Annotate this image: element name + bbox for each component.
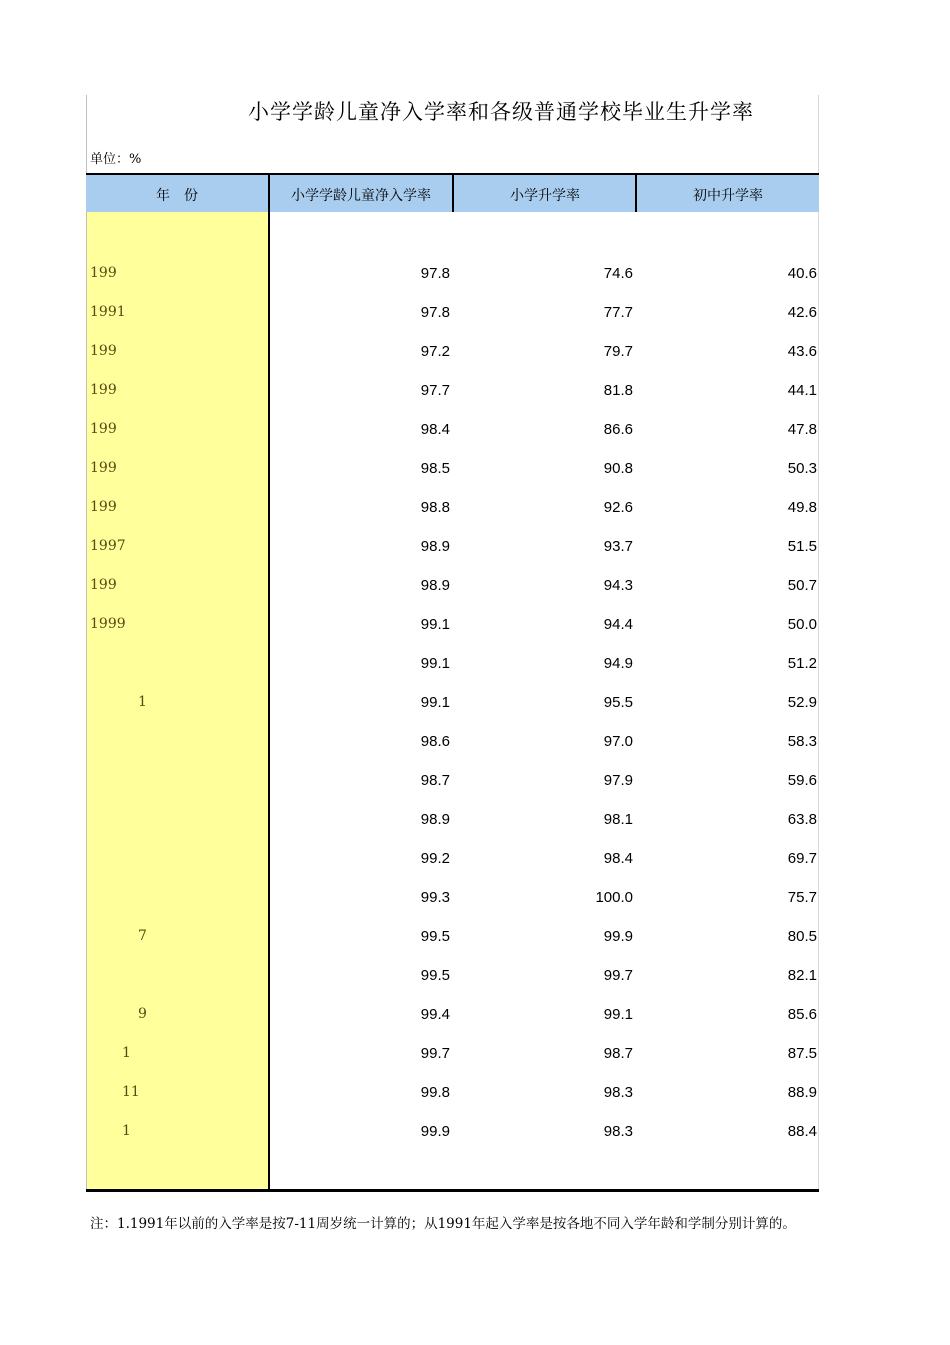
year-cell: 1 bbox=[138, 694, 147, 710]
enrollment-cell: 97.8 bbox=[420, 265, 450, 282]
year-cell: 7 bbox=[138, 928, 147, 944]
year-cell: 199 bbox=[90, 577, 117, 593]
table-row bbox=[0, 772, 950, 811]
column-header-junior-progression: 初中升学率 bbox=[693, 188, 763, 204]
column-header-year: 年 份 bbox=[156, 188, 198, 204]
enrollment-cell: 99.4 bbox=[420, 1006, 450, 1023]
table-row bbox=[0, 265, 950, 304]
enrollment-cell: 97.8 bbox=[420, 304, 450, 321]
year-cell: 199 bbox=[90, 265, 117, 281]
enrollment-cell: 99.1 bbox=[420, 616, 450, 633]
enrollment-cell: 99.8 bbox=[420, 1084, 450, 1101]
enrollment-cell: 98.5 bbox=[420, 460, 450, 477]
junior-progression-cell: 88.9 bbox=[787, 1084, 817, 1101]
primary-progression-cell: 98.7 bbox=[603, 1045, 633, 1062]
junior-progression-cell: 75.7 bbox=[787, 889, 817, 906]
primary-progression-cell: 98.3 bbox=[603, 1084, 633, 1101]
table-row bbox=[0, 811, 950, 850]
enrollment-cell: 98.9 bbox=[420, 811, 450, 828]
enrollment-cell: 99.3 bbox=[420, 889, 450, 906]
junior-progression-cell: 88.4 bbox=[787, 1123, 817, 1140]
enrollment-cell: 98.7 bbox=[420, 772, 450, 789]
table-row bbox=[0, 889, 950, 928]
primary-progression-cell: 77.7 bbox=[603, 304, 633, 321]
table-row bbox=[0, 694, 950, 733]
table-header bbox=[86, 173, 819, 212]
year-cell: 199 bbox=[90, 460, 117, 476]
primary-progression-cell: 94.4 bbox=[603, 616, 633, 633]
year-cell: 1997 bbox=[90, 538, 126, 554]
table-row bbox=[0, 538, 950, 577]
unit-label: 单位：% bbox=[90, 152, 142, 167]
primary-progression-cell: 98.4 bbox=[603, 850, 633, 867]
junior-progression-cell: 50.7 bbox=[787, 577, 817, 594]
table-row bbox=[0, 499, 950, 538]
enrollment-cell: 98.9 bbox=[420, 577, 450, 594]
primary-progression-cell: 74.6 bbox=[603, 265, 633, 282]
table-row bbox=[0, 343, 950, 382]
primary-progression-cell: 99.7 bbox=[603, 967, 633, 984]
junior-progression-cell: 69.7 bbox=[787, 850, 817, 867]
primary-progression-cell: 100.0 bbox=[595, 889, 633, 906]
primary-progression-cell: 95.5 bbox=[603, 694, 633, 711]
table-row bbox=[0, 1084, 950, 1123]
junior-progression-cell: 51.2 bbox=[787, 655, 817, 672]
table-row bbox=[0, 577, 950, 616]
primary-progression-cell: 98.1 bbox=[603, 811, 633, 828]
primary-progression-cell: 94.9 bbox=[603, 655, 633, 672]
primary-progression-cell: 93.7 bbox=[603, 538, 633, 555]
junior-progression-cell: 63.8 bbox=[787, 811, 817, 828]
page-title: 小学学龄儿童净入学率和各级普通学校毕业生升学率 bbox=[248, 100, 754, 124]
enrollment-cell: 99.9 bbox=[420, 1123, 450, 1140]
junior-progression-cell: 51.5 bbox=[787, 538, 817, 555]
junior-progression-cell: 44.1 bbox=[787, 382, 817, 399]
table-row bbox=[0, 733, 950, 772]
enrollment-cell: 97.7 bbox=[420, 382, 450, 399]
primary-progression-cell: 98.3 bbox=[603, 1123, 633, 1140]
column-header-enrollment: 小学学龄儿童净入学率 bbox=[291, 188, 431, 204]
primary-progression-cell: 90.8 bbox=[603, 460, 633, 477]
table-bottom-rule bbox=[86, 1189, 819, 1192]
enrollment-cell: 98.8 bbox=[420, 499, 450, 516]
enrollment-cell: 98.6 bbox=[420, 733, 450, 750]
junior-progression-cell: 40.6 bbox=[787, 265, 817, 282]
table-row bbox=[0, 850, 950, 889]
table-row bbox=[0, 1045, 950, 1084]
junior-progression-cell: 58.3 bbox=[787, 733, 817, 750]
table-row bbox=[0, 1123, 950, 1162]
primary-progression-cell: 92.6 bbox=[603, 499, 633, 516]
table-row bbox=[0, 382, 950, 421]
primary-progression-cell: 99.1 bbox=[603, 1006, 633, 1023]
table-row bbox=[0, 655, 950, 694]
primary-progression-cell: 99.9 bbox=[603, 928, 633, 945]
enrollment-cell: 97.2 bbox=[420, 343, 450, 360]
enrollment-cell: 99.5 bbox=[420, 928, 450, 945]
enrollment-cell: 99.5 bbox=[420, 967, 450, 984]
primary-progression-cell: 97.0 bbox=[603, 733, 633, 750]
footnote: 注：1.1991年以前的入学率是按7-11周岁统一计算的；从1991年起入学率是按各地不同入学年龄和学制分别计算的。 bbox=[90, 1216, 796, 1232]
table-row bbox=[0, 928, 950, 967]
enrollment-cell: 99.1 bbox=[420, 655, 450, 672]
enrollment-cell: 99.2 bbox=[420, 850, 450, 867]
year-cell: 1991 bbox=[90, 304, 126, 320]
primary-progression-cell: 81.8 bbox=[603, 382, 633, 399]
table-row bbox=[0, 460, 950, 499]
junior-progression-cell: 82.1 bbox=[787, 967, 817, 984]
year-cell: 11 bbox=[122, 1084, 140, 1100]
table-row bbox=[0, 1006, 950, 1045]
junior-progression-cell: 49.8 bbox=[787, 499, 817, 516]
junior-progression-cell: 85.6 bbox=[787, 1006, 817, 1023]
enrollment-cell: 99.7 bbox=[420, 1045, 450, 1062]
junior-progression-cell: 80.5 bbox=[787, 928, 817, 945]
primary-progression-cell: 79.7 bbox=[603, 343, 633, 360]
enrollment-cell: 98.9 bbox=[420, 538, 450, 555]
junior-progression-cell: 59.6 bbox=[787, 772, 817, 789]
junior-progression-cell: 52.9 bbox=[787, 694, 817, 711]
table-row bbox=[0, 421, 950, 460]
year-cell: 1 bbox=[122, 1045, 131, 1061]
year-cell: 9 bbox=[138, 1006, 147, 1022]
table-row bbox=[0, 304, 950, 343]
year-cell: 199 bbox=[90, 421, 117, 437]
year-cell: 1999 bbox=[90, 616, 126, 632]
primary-progression-cell: 94.3 bbox=[603, 577, 633, 594]
year-cell: 199 bbox=[90, 499, 117, 515]
primary-progression-cell: 86.6 bbox=[603, 421, 633, 438]
enrollment-cell: 99.1 bbox=[420, 694, 450, 711]
enrollment-cell: 98.4 bbox=[420, 421, 450, 438]
junior-progression-cell: 42.6 bbox=[787, 304, 817, 321]
junior-progression-cell: 50.3 bbox=[787, 460, 817, 477]
year-cell: 1 bbox=[122, 1123, 131, 1139]
table-row bbox=[0, 967, 950, 1006]
column-header-primary-progression: 小学升学率 bbox=[510, 188, 580, 204]
junior-progression-cell: 87.5 bbox=[787, 1045, 817, 1062]
year-cell: 199 bbox=[90, 382, 117, 398]
primary-progression-cell: 97.9 bbox=[603, 772, 633, 789]
junior-progression-cell: 47.8 bbox=[787, 421, 817, 438]
table-row bbox=[0, 616, 950, 655]
year-cell: 199 bbox=[90, 343, 117, 359]
junior-progression-cell: 50.0 bbox=[787, 616, 817, 633]
junior-progression-cell: 43.6 bbox=[787, 343, 817, 360]
